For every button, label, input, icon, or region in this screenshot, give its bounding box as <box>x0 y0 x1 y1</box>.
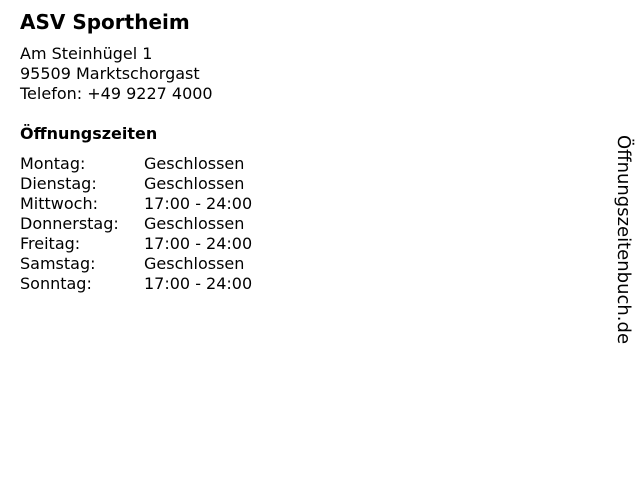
side-brand-watermark: Öffnungszeitenbuch.de <box>613 135 634 345</box>
address-block <box>20 44 580 104</box>
business-name: ASV Sportheim <box>20 10 190 34</box>
hours-row-thursday <box>20 214 580 234</box>
day-label: Montag: <box>20 154 86 173</box>
day-hours: 17:00 - 24:00 <box>144 194 253 213</box>
hours-row-tuesday <box>20 174 580 194</box>
day-hours: Geschlossen <box>144 174 245 193</box>
day-hours: Geschlossen <box>144 214 245 233</box>
day-label: Dienstag: <box>20 174 97 193</box>
day-hours: Geschlossen <box>144 154 245 173</box>
phone-number: Telefon: +49 9227 4000 <box>20 84 213 103</box>
day-label: Mittwoch: <box>20 194 98 213</box>
day-label: Donnerstag: <box>20 214 119 233</box>
hours-row-saturday <box>20 254 580 274</box>
day-hours: Geschlossen <box>144 254 245 273</box>
opening-hours-table <box>20 154 580 294</box>
street-address: Am Steinhügel 1 <box>20 44 153 63</box>
opening-hours-heading: Öffnungszeiten <box>20 124 158 143</box>
hours-row-wednesday <box>20 194 580 214</box>
day-hours: 17:00 - 24:00 <box>144 234 253 253</box>
day-label: Samstag: <box>20 254 96 273</box>
hours-row-friday <box>20 234 580 254</box>
hours-row-monday <box>20 154 580 174</box>
hours-row-sunday <box>20 274 580 294</box>
day-hours: 17:00 - 24:00 <box>144 274 253 293</box>
business-info <box>20 10 580 294</box>
day-label: Sonntag: <box>20 274 92 293</box>
city-address: 95509 Marktschorgast <box>20 64 200 83</box>
day-label: Freitag: <box>20 234 81 253</box>
